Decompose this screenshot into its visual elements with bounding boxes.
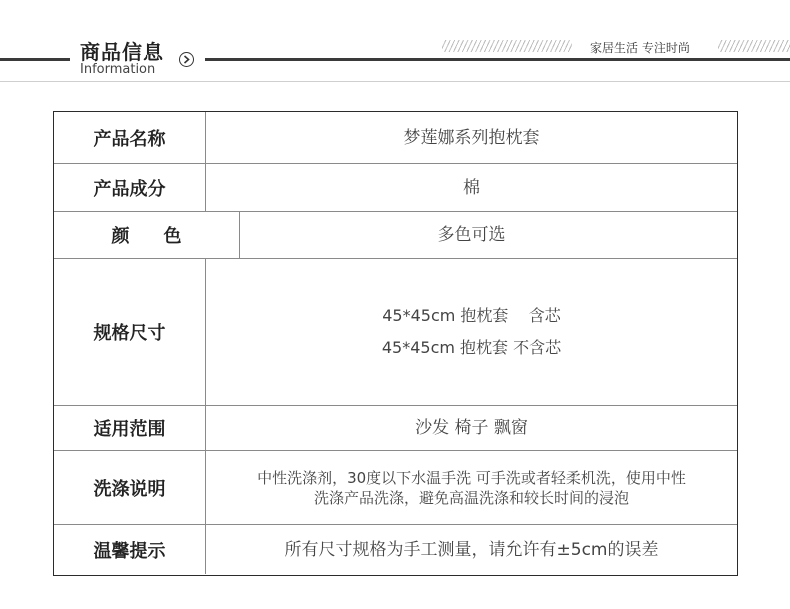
value-line: 中性洗涤剂，30度以下水温手洗 可手洗或者轻柔机洗，使用中性 — [257, 468, 686, 487]
chevron-right-circle-icon — [179, 52, 194, 67]
header-rule-left — [0, 58, 70, 61]
row-label: 洗涤说明 — [54, 451, 206, 524]
value-line: 沙发 椅子 飘窗 — [415, 418, 528, 438]
table-row-product-name — [54, 112, 737, 164]
header-rule-thin — [0, 81, 790, 82]
table-row-size — [54, 259, 737, 406]
row-value — [206, 112, 737, 163]
row-label: 适用范围 — [54, 406, 206, 450]
row-label: 规格尺寸 — [54, 259, 206, 405]
row-label: 产品成分 — [54, 164, 206, 211]
value-line: 洗涤产品洗涤，避免高温洗涤和较长时间的浸泡 — [313, 488, 629, 507]
value-line: 多色可选 — [437, 225, 506, 245]
row-value — [206, 212, 737, 258]
row-value — [206, 406, 737, 450]
decorative-hatch-right — [718, 40, 790, 52]
decorative-hatch-left — [442, 40, 572, 52]
row-value — [206, 451, 737, 524]
product-spec-table — [53, 111, 738, 576]
header-rule-right — [205, 58, 790, 61]
row-label: 产品名称 — [54, 112, 206, 163]
value-line: 所有尺寸规格为手工测量，请允许有±5cm的误差 — [284, 539, 659, 560]
value-line: 45*45cm 抱枕套 含芯 — [382, 306, 561, 325]
header-tagline: 家居生活 专注时尚 — [590, 41, 690, 55]
section-title: 商品信息 — [80, 40, 164, 64]
table-row-usage — [54, 406, 737, 451]
value-line: 梦莲娜系列抱枕套 — [403, 127, 540, 148]
row-value — [206, 259, 737, 405]
section-subtitle: Information — [80, 62, 156, 77]
row-label: 温馨提示 — [54, 525, 206, 574]
table-row-washing — [54, 451, 737, 525]
row-value — [206, 525, 737, 574]
row-label: 颜色 — [54, 212, 240, 258]
row-value — [206, 164, 737, 211]
value-line: 45*45cm 抱枕套 不含芯 — [381, 338, 562, 357]
table-row-color — [54, 212, 737, 259]
table-row-notice — [54, 525, 737, 574]
section-header — [0, 0, 790, 90]
value-line: 棉 — [463, 177, 480, 198]
table-row-material — [54, 164, 737, 212]
